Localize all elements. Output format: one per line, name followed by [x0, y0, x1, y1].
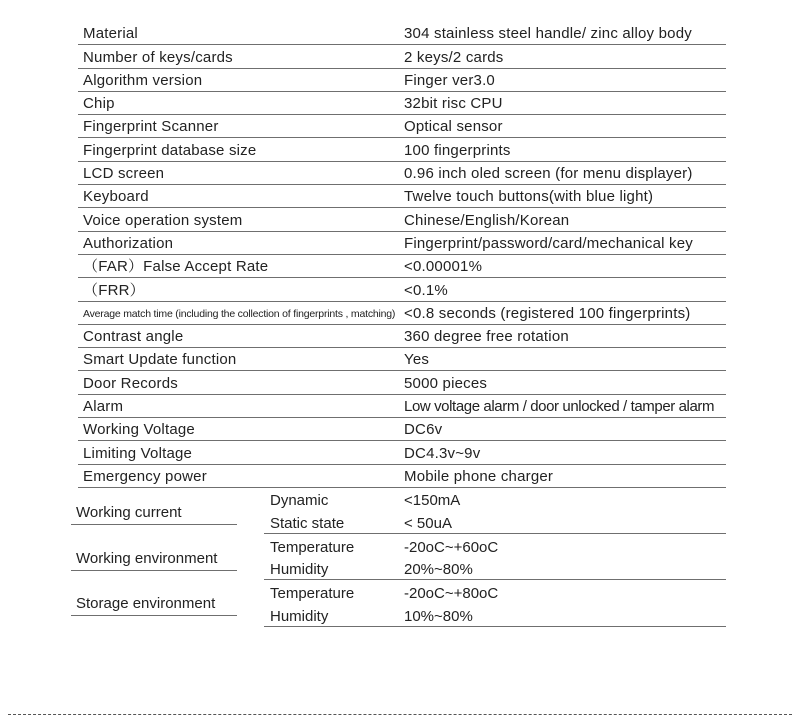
- spec-row-frr: [78, 278, 726, 301]
- spec-row-voice: [78, 208, 726, 231]
- spec-row-far: [78, 255, 726, 278]
- sub-row-temperature: [264, 580, 726, 603]
- spec-label: Average match time (including the collection of fingerprints , matching): [83, 307, 396, 320]
- spec-label: LCD screen: [83, 165, 165, 183]
- spec-label: Contrast angle: [83, 328, 184, 346]
- spec-value: 32bit risc CPU: [404, 95, 503, 113]
- spec-value: Yes: [404, 351, 430, 369]
- dashed-divider: [8, 714, 792, 715]
- spec-row-working-voltage: [78, 418, 726, 441]
- spec-row-authorization: [78, 232, 726, 255]
- spec-row-alarm: [78, 395, 726, 418]
- spec-label: （FAR）False Accept Rate: [83, 258, 269, 276]
- spec-value: <0.00001%: [404, 258, 483, 276]
- sub-value: -20oC~+60oC: [404, 538, 499, 556]
- sub-label: Temperature: [270, 585, 355, 603]
- spec-row-keys-cards: [78, 45, 726, 68]
- spec-label: Fingerprint Scanner: [83, 118, 219, 136]
- spec-label: Working Voltage: [83, 421, 195, 439]
- spec-label: Authorization: [83, 234, 174, 252]
- sub-row-humidity: [264, 604, 726, 627]
- sub-row-temperature: [264, 534, 726, 557]
- spec-label: （FRR）: [83, 281, 145, 299]
- spec-row-smart-update: [78, 348, 726, 371]
- sub-label: Temperature: [270, 538, 355, 556]
- sub-value: -20oC~+80oC: [404, 585, 499, 603]
- spec-label: Emergency power: [83, 467, 207, 485]
- spec-value: 5000 pieces: [404, 374, 488, 392]
- sub-value: 20%~80%: [404, 561, 473, 579]
- sub-label: Humidity: [270, 561, 329, 579]
- spec-row-material: [78, 22, 726, 45]
- spec-label: Keyboard: [83, 188, 149, 206]
- sub-label: Dynamic: [270, 492, 329, 510]
- sub-value: 10%~80%: [404, 607, 473, 625]
- spec-row-limiting-voltage: [78, 441, 726, 464]
- spec-label: Material: [83, 25, 138, 43]
- spec-row-emergency-power: [78, 465, 726, 488]
- sub-row-static-state: [264, 510, 726, 533]
- spec-label: Fingerprint database size: [83, 141, 257, 159]
- spec-row-database: [78, 139, 726, 162]
- spec-value: DC6v: [404, 421, 443, 439]
- group-label-text: Storage environment: [76, 595, 216, 612]
- group-label-text: Working current: [76, 504, 182, 521]
- spec-value: DC4.3v~9v: [404, 444, 481, 462]
- spec-label: Voice operation system: [83, 211, 243, 229]
- spec-label: Limiting Voltage: [83, 444, 193, 462]
- spec-label: Number of keys/cards: [83, 48, 233, 66]
- group-label-text: Working environment: [76, 550, 218, 567]
- spec-label: Alarm: [83, 398, 124, 416]
- spec-value: 360 degree free rotation: [404, 328, 569, 346]
- spec-label: Door Records: [83, 374, 178, 392]
- spec-value: Finger ver3.0: [404, 71, 495, 89]
- spec-row-scanner: [78, 115, 726, 138]
- spec-row-match-time: [78, 302, 726, 325]
- spec-row-lcd: [78, 162, 726, 185]
- spec-value: Optical sensor: [404, 118, 503, 136]
- spec-row-door-records: [78, 372, 726, 395]
- spec-value: Low voltage alarm / door unlocked / tamper alarm: [404, 398, 715, 416]
- group-label-storage-environment: [71, 588, 237, 616]
- spec-value: <0.8 seconds (registered 100 fingerprints): [404, 304, 691, 322]
- spec-value: <0.1%: [404, 281, 448, 299]
- spec-row-keyboard: [78, 185, 726, 208]
- sub-label: Humidity: [270, 607, 329, 625]
- spec-value: Twelve touch buttons(with blue light): [404, 188, 654, 206]
- sub-row-dynamic: [264, 487, 726, 510]
- spec-row-algorithm: [78, 69, 726, 92]
- spec-row-chip: [78, 92, 726, 115]
- group-label-working-current: [71, 497, 237, 525]
- spec-label: Algorithm version: [83, 71, 203, 89]
- spec-value: Chinese/English/Korean: [404, 211, 570, 229]
- sub-value: < 50uA: [404, 514, 452, 532]
- spec-value: 304 stainless steel handle/ zinc alloy body: [404, 25, 692, 43]
- spec-label: Smart Update function: [83, 351, 237, 369]
- spec-value: 100 fingerprints: [404, 141, 511, 159]
- spec-row-contrast-angle: [78, 325, 726, 348]
- group-label-working-environment: [71, 543, 237, 571]
- sub-value: <150mA: [404, 492, 461, 510]
- spec-value: 0.96 inch oled screen (for menu displayer): [404, 165, 693, 183]
- spec-value: Mobile phone charger: [404, 467, 554, 485]
- sub-row-humidity: [264, 557, 726, 580]
- spec-value: Fingerprint/password/card/mechanical key: [404, 234, 693, 252]
- spec-label: Chip: [83, 95, 115, 113]
- sub-label: Static state: [270, 514, 345, 532]
- spec-value: 2 keys/2 cards: [404, 48, 504, 66]
